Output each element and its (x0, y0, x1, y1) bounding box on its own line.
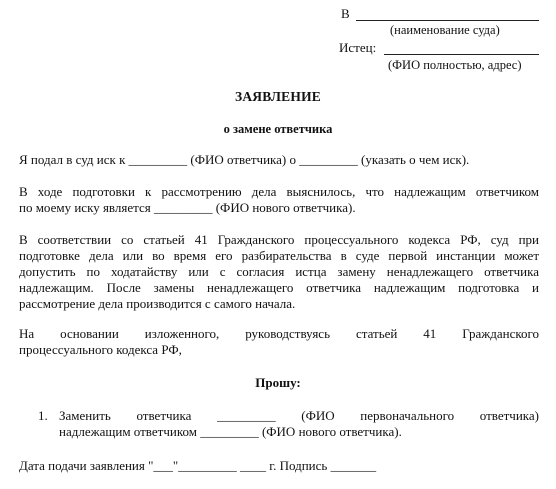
paragraph-2-line: В ходе подготовки к рассмотрению дела выяснилось, что надлежащим ответчиком (19, 184, 539, 199)
request-item-line: Заменить ответчика _________ (ФИО первоначального ответчика) (59, 408, 539, 423)
paragraph-1: Я подал в суд иск к _________ (ФИО ответчика) о _________ (указать о чем иск). (19, 152, 470, 167)
paragraph-4-line: процессуального кодекса РФ, (19, 342, 182, 357)
request-item-number: 1. (38, 408, 48, 423)
document-title: ЗАЯВЛЕНИЕ (235, 89, 321, 104)
paragraph-2-line: по моему иску является _________ (ФИО нового ответчика). (19, 200, 356, 215)
court-hint: (наименование суда) (390, 23, 500, 37)
paragraph-4 (19, 326, 539, 358)
paragraph-2 (19, 184, 539, 216)
paragraph-3-line: рассмотрение дела производится с самого начала. (19, 296, 296, 311)
request-heading: Прошу: (255, 375, 301, 390)
paragraph-3-line: допустить по ходатайству или с согласия истца замену ненадлежащего ответчика (19, 264, 539, 279)
footer-date-signature: Дата подачи заявления "___"_________ ____ г. Подпись _______ (19, 458, 377, 473)
request-item (59, 408, 539, 440)
court-prefix: В (341, 6, 350, 21)
request-item-line: надлежащим ответчиком _________ (ФИО нового ответчика). (59, 424, 402, 439)
plaintiff-line (384, 54, 539, 55)
paragraph-4-line: На основании изложенного, руководствуясь статьей 41 Гражданского (19, 326, 539, 341)
plaintiff-hint: (ФИО полностью, адрес) (388, 58, 522, 72)
court-name-line (356, 20, 539, 21)
plaintiff-prefix: Истец: (339, 40, 377, 55)
paragraph-3-line: В соответствии со статьей 41 Гражданского процессуального кодекса РФ, суд при (19, 232, 539, 247)
paragraph-3-line: надлежащим. После замены ненадлежащего ответчика надлежащим подготовка и (19, 280, 539, 295)
paragraph-3 (19, 232, 539, 312)
paragraph-3-line: подготовке дела или во время его разбирательства в суде первой инстанции может (19, 248, 539, 263)
document-subtitle: о замене ответчика (223, 122, 333, 136)
